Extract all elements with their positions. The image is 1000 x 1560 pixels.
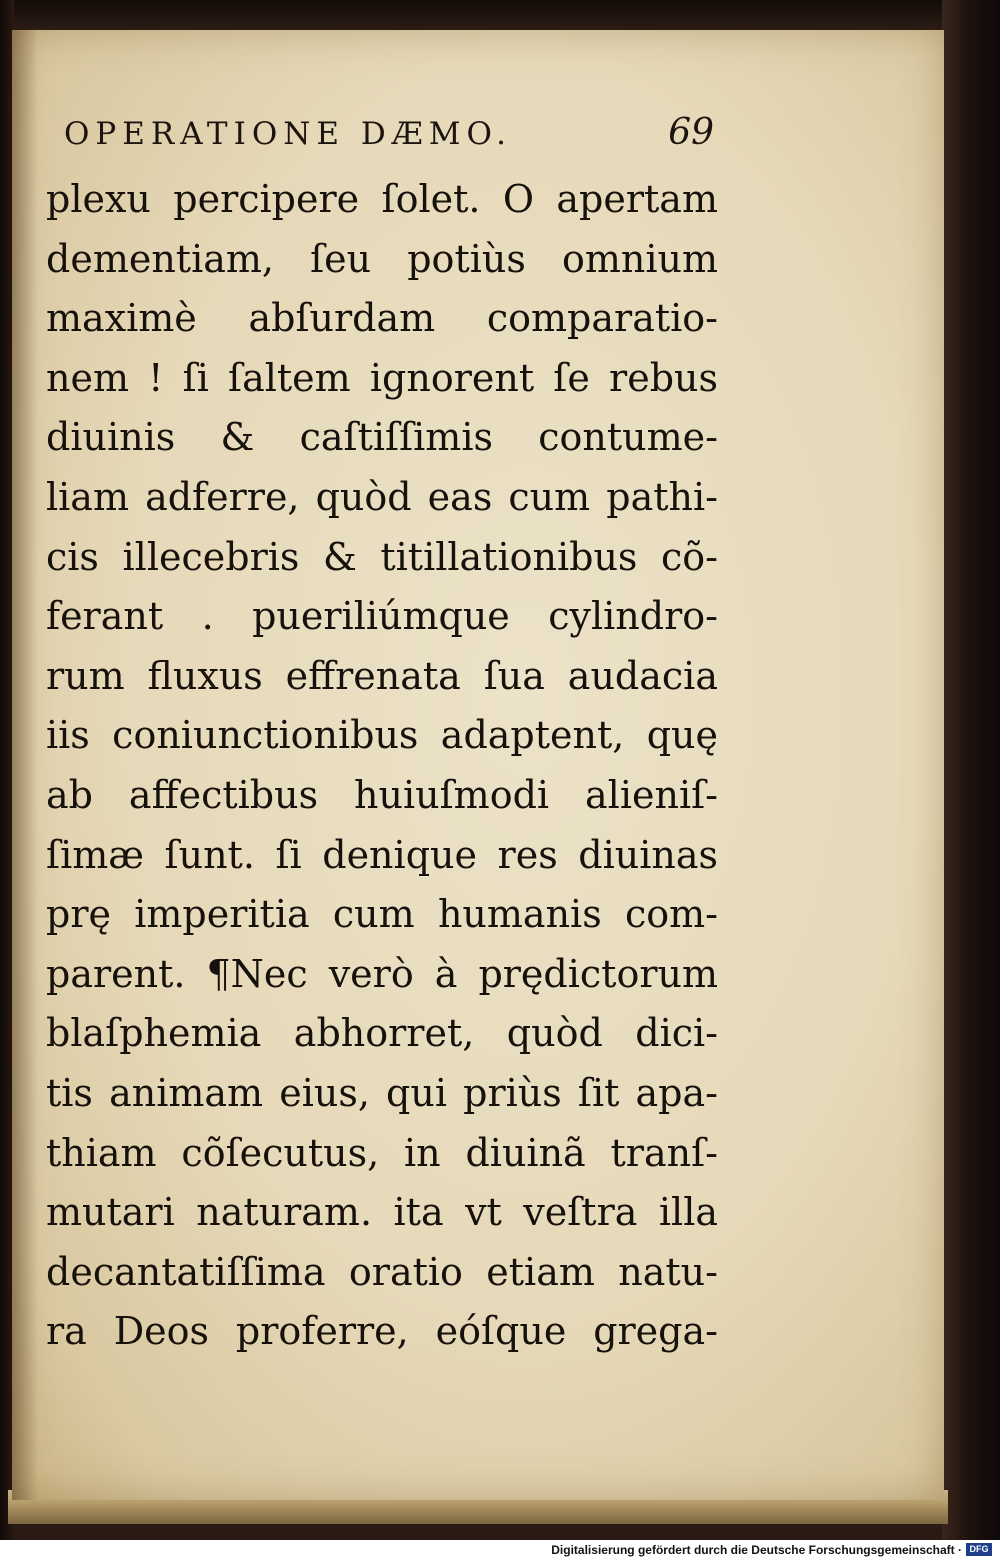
text-line: thiam cõſecutus, in diuinã tranſ- — [46, 1130, 718, 1175]
footer-bar — [0, 1540, 1000, 1560]
text-line: nem ! ſi ſaltem ignorent ſe rebus — [46, 355, 718, 400]
text-line: blaſphemia abhorret, quòd dici- — [46, 1011, 718, 1056]
text-line: rum fluxus effrenata ſua audacia — [46, 653, 718, 698]
text-line: decantatiſſima oratio etiam natu- — [46, 1249, 718, 1294]
text-block — [46, 170, 718, 1362]
text-line: maximè abſurdam comparatio- — [46, 296, 718, 341]
text-line: prę imperitia cum humanis com- — [46, 892, 718, 937]
text-line: diuinis & caſtiſſimis contume- — [46, 415, 718, 460]
text-line: cis illecebris & titillationibus cõ- — [46, 534, 718, 579]
text-line: ſimæ ſunt. ſi denique res diuinas — [46, 832, 718, 877]
funding-credit: Digitalisierung gefördert durch die Deutsche Forschungsgemeinschaft · — [551, 1543, 962, 1557]
text-line: tis animam eius, qui priùs ſit apa- — [46, 1070, 718, 1115]
text-line: plexu percipere ſolet. O apertam — [46, 177, 718, 221]
dfg-logo: DFG — [966, 1543, 992, 1556]
text-line: ab affectibus huiuſmodi alieniſ- — [46, 772, 718, 817]
text-line: liam adferre, quòd eas cum pathi- — [46, 474, 718, 519]
text-line: ra Deos proferre, eóſque grega- — [46, 1309, 718, 1354]
text-line: parent. ¶Nec verò à prędictorum — [46, 951, 718, 996]
book-binding-right — [942, 0, 1000, 1540]
text-line: mutari naturam. ita vt veſtra illa — [46, 1190, 718, 1235]
page-number: 69 — [668, 112, 714, 153]
spine-shadow — [12, 30, 38, 1500]
running-title: OPERATIONE DÆMO. — [64, 116, 512, 152]
running-head — [64, 112, 714, 162]
text-line: dementiam, ſeu potiùs omnium — [46, 236, 718, 281]
text-line: ferant . pueriliúmque cylindro- — [46, 594, 718, 639]
text-line: iis coniunctionibus adaptent, quę — [46, 713, 718, 758]
